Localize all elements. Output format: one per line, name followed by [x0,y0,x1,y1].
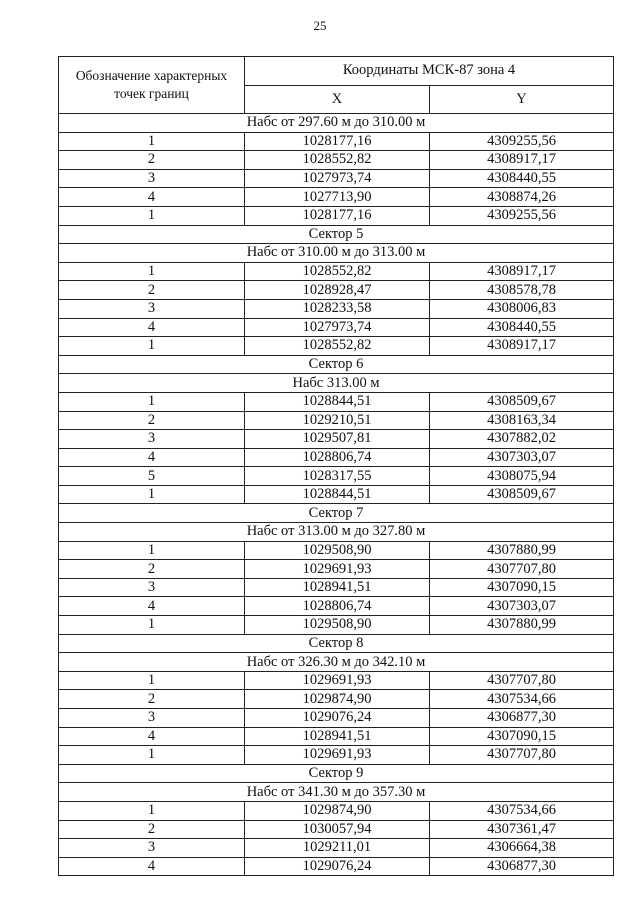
height-range-row [59,114,614,133]
table-row [59,541,614,560]
y-coordinate: 4307880,99 [430,616,614,635]
x-coordinate: 1029508,90 [245,541,430,560]
table-row [59,169,614,188]
table-row [59,839,614,858]
sector-row [59,355,614,374]
y-coordinate: 4307534,66 [430,690,614,709]
height-range-label: Набс от 326.30 м до 342.10 м [59,653,614,672]
table-row [59,690,614,709]
table-row [59,746,614,765]
point-number: 3 [59,578,245,597]
y-coordinate: 4308163,34 [430,411,614,430]
height-range-row [59,783,614,802]
y-coordinate: 4307707,80 [430,671,614,690]
table-row [59,151,614,170]
point-number: 1 [59,337,245,356]
x-coordinate: 1028806,74 [245,597,430,616]
height-range-label: Набс от 341.30 м до 357.30 м [59,783,614,802]
x-coordinate: 1027713,90 [245,188,430,207]
height-range-row [59,523,614,542]
x-coordinate: 1027973,74 [245,318,430,337]
table-row [59,430,614,449]
point-number: 1 [59,132,245,151]
table-row [59,560,614,579]
sector-label: Сектор 7 [59,504,614,523]
sector-row [59,764,614,783]
height-range-row [59,653,614,672]
page-number: 25 [313,18,327,33]
y-coordinate: 4307882,02 [430,430,614,449]
height-range-label: Набс от 297.60 м до 310.00 м [59,114,614,133]
x-coordinate: 1029691,93 [245,560,430,579]
y-coordinate: 4308440,55 [430,169,614,188]
y-coordinate: 4308917,17 [430,262,614,281]
x-coordinate: 1029874,90 [245,801,430,820]
point-number: 2 [59,690,245,709]
point-number: 4 [59,727,245,746]
point-number: 1 [59,671,245,690]
coordinates-header: Координаты МСК-87 зона 4 [245,57,614,86]
point-number: 3 [59,839,245,858]
x-coordinate: 1028928,47 [245,281,430,300]
x-coordinate: 1029210,51 [245,411,430,430]
sector-label: Сектор 8 [59,634,614,653]
x-coordinate: 1029691,93 [245,671,430,690]
y-coordinate: 4307534,66 [430,801,614,820]
y-column-header: Y [430,85,614,114]
point-number: 1 [59,616,245,635]
sector-row [59,504,614,523]
y-coordinate: 4306877,30 [430,709,614,728]
point-number: 2 [59,151,245,170]
point-number: 4 [59,188,245,207]
y-coordinate: 4307090,15 [430,727,614,746]
table-row [59,727,614,746]
table-row [59,411,614,430]
y-coordinate: 4307303,07 [430,597,614,616]
y-coordinate: 4308578,78 [430,281,614,300]
x-coordinate: 1028941,51 [245,727,430,746]
y-coordinate: 4307361,47 [430,820,614,839]
y-coordinate: 4307707,80 [430,560,614,579]
sector-label: Сектор 6 [59,355,614,374]
x-coordinate: 1027973,74 [245,169,430,188]
table-row [59,467,614,486]
y-coordinate: 4307303,07 [430,448,614,467]
y-coordinate: 4308440,55 [430,318,614,337]
y-coordinate: 4306877,30 [430,857,614,876]
height-range-label: Набс 313.00 м [59,374,614,393]
table-row [59,392,614,411]
y-coordinate: 4308874,26 [430,188,614,207]
x-coordinate: 1029691,93 [245,746,430,765]
coordinates-table [58,56,614,876]
y-coordinate: 4307707,80 [430,746,614,765]
table-row [59,709,614,728]
x-coordinate: 1028177,16 [245,206,430,225]
point-number: 3 [59,709,245,728]
point-number: 3 [59,299,245,318]
y-coordinate: 4308075,94 [430,467,614,486]
table-row [59,857,614,876]
x-coordinate: 1028233,58 [245,299,430,318]
table-row [59,337,614,356]
height-range-row [59,244,614,263]
y-coordinate: 4306664,38 [430,839,614,858]
table-row [59,262,614,281]
point-number: 3 [59,430,245,449]
table-row [59,485,614,504]
y-coordinate: 4308917,17 [430,337,614,356]
point-number: 1 [59,392,245,411]
sector-row [59,634,614,653]
sector-label: Сектор 5 [59,225,614,244]
point-number: 3 [59,169,245,188]
point-number: 4 [59,857,245,876]
height-range-row [59,374,614,393]
point-number: 1 [59,262,245,281]
y-coordinate: 4309255,56 [430,132,614,151]
point-number: 1 [59,801,245,820]
sector-row [59,225,614,244]
x-coordinate: 1028844,51 [245,485,430,504]
x-coordinate: 1029507,81 [245,430,430,449]
point-number: 1 [59,485,245,504]
point-number: 1 [59,206,245,225]
point-number: 1 [59,541,245,560]
point-number: 2 [59,820,245,839]
y-coordinate: 4308006,83 [430,299,614,318]
table-row [59,578,614,597]
x-coordinate: 1028552,82 [245,262,430,281]
table-row [59,281,614,300]
point-number: 2 [59,411,245,430]
table-row [59,448,614,467]
point-number: 2 [59,281,245,300]
table-body [59,114,614,876]
point-number: 4 [59,597,245,616]
y-coordinate: 4308509,67 [430,392,614,411]
table-row [59,299,614,318]
x-coordinate: 1028844,51 [245,392,430,411]
y-coordinate: 4308509,67 [430,485,614,504]
y-coordinate: 4309255,56 [430,206,614,225]
y-coordinate: 4307880,99 [430,541,614,560]
table-row [59,820,614,839]
height-range-label: Набс от 313.00 м до 327.80 м [59,523,614,542]
x-coordinate: 1029211,01 [245,839,430,858]
height-range-label: Набс от 310.00 м до 313.00 м [59,244,614,263]
table-row [59,801,614,820]
point-designation-header: Обозначение характерных точек границ [59,57,245,114]
sector-label: Сектор 9 [59,764,614,783]
x-coordinate: 1029508,90 [245,616,430,635]
table-row [59,671,614,690]
table-row [59,188,614,207]
y-coordinate: 4307090,15 [430,578,614,597]
x-coordinate: 1028317,55 [245,467,430,486]
x-coordinate: 1029076,24 [245,857,430,876]
x-coordinate: 1028177,16 [245,132,430,151]
point-number: 4 [59,448,245,467]
point-number: 1 [59,746,245,765]
x-coordinate: 1029874,90 [245,690,430,709]
point-number: 4 [59,318,245,337]
x-coordinate: 1028552,82 [245,151,430,170]
table-row [59,318,614,337]
y-coordinate: 4308917,17 [430,151,614,170]
table-row [59,132,614,151]
x-column-header: X [245,85,430,114]
table-row [59,616,614,635]
x-coordinate: 1030057,94 [245,820,430,839]
x-coordinate: 1028552,82 [245,337,430,356]
table-row [59,597,614,616]
x-coordinate: 1029076,24 [245,709,430,728]
table-row [59,206,614,225]
x-coordinate: 1028806,74 [245,448,430,467]
x-coordinate: 1028941,51 [245,578,430,597]
point-number: 5 [59,467,245,486]
point-number: 2 [59,560,245,579]
